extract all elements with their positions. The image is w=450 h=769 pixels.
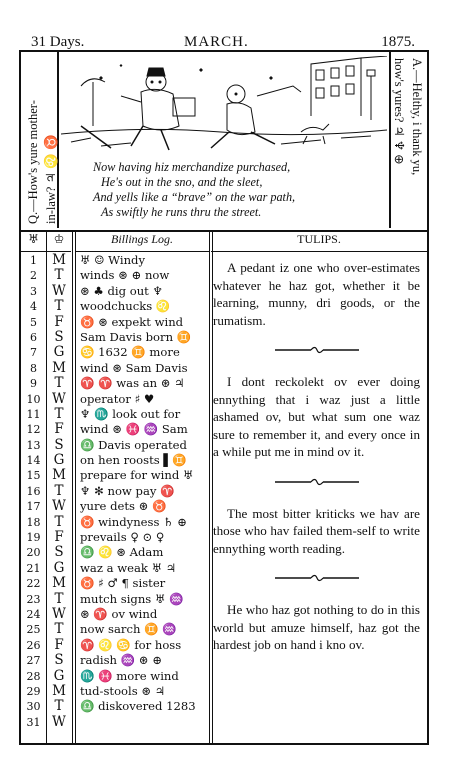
day-number: 3 (30, 284, 37, 298)
verse-line: And yells like a “brave” on the war path, (93, 190, 296, 204)
col2-head (47, 232, 71, 252)
day-number: 29 (26, 684, 41, 698)
weekday-letter: T (54, 376, 64, 392)
log-line: Sam Davis born ♊ (80, 329, 192, 344)
ornament-divider (213, 461, 420, 505)
billings-log (80, 253, 210, 715)
verse (61, 160, 387, 220)
divider (72, 232, 73, 743)
day-number: 26 (26, 638, 41, 652)
weekday-letter: T (54, 299, 64, 315)
log-line: on hen roosts ▌♊ (80, 453, 187, 468)
weekday-column (47, 253, 71, 730)
log-line: ♎ ♌ ⊛ Adam (80, 545, 164, 560)
verse-line: As swiftly he runs thru the street. (101, 205, 262, 219)
weekday-letter: W (52, 391, 66, 407)
log-line: ♆ ♏ look out for (80, 406, 181, 421)
weekday-letter: G (53, 453, 65, 469)
log-line: prevails ♀ ⊙ ♀ (80, 530, 165, 545)
log-line: ♉ ⊛ expekt wind (80, 314, 184, 329)
tulips-column (213, 253, 420, 654)
day-number: 12 (26, 423, 41, 437)
answer-line-2: how's yures? ♃ ♆ ⊕ (392, 58, 406, 165)
weekday-letter: T (54, 268, 64, 284)
weekday-letter: W (52, 283, 66, 299)
tulip-paragraph: He who haz got nothing to do in this world but amuze himself, haz got the hardest job on hand i kno ov. (213, 602, 420, 652)
log-line: ♏ ♓ more wind (80, 668, 179, 683)
ornament-divider (213, 329, 420, 373)
tulip-paragraph: I dont reckolekt ov ever doing ennything that i waz just a little ashamed ov, but what sum one waz sure to remember it, and every once in a while put me in mind ov it. (213, 374, 420, 459)
day-number: 20 (26, 546, 41, 560)
weekday-letter: F (54, 637, 64, 653)
log-line: ♎ Davis operated (80, 437, 187, 452)
day-number-column (21, 253, 46, 730)
year: 1875. (381, 34, 415, 50)
weekday-letter: S (54, 437, 64, 453)
day-number: 9 (30, 377, 37, 391)
weekday-letter: T (54, 406, 64, 422)
day-number: 11 (26, 407, 41, 421)
answer-sidebar (389, 52, 427, 228)
log-line: radish ♒ ⊛ ⊕ (80, 653, 162, 668)
day-number: 23 (26, 592, 41, 606)
question-line-2: in-law? ♃ ♌ ♉ (44, 134, 58, 224)
weekday-letter: W (52, 499, 66, 515)
log-line: ♎ diskovered 1283 (80, 699, 196, 714)
day-number: 2 (30, 269, 37, 283)
day-number: 18 (26, 515, 41, 529)
day-number: 27 (26, 654, 41, 668)
weekday-letter: G (53, 345, 65, 361)
day-number: 28 (26, 669, 41, 683)
month-title: MARCH. (184, 34, 249, 50)
day-number: 24 (26, 607, 41, 621)
question-sidebar (21, 52, 59, 228)
day-number: 22 (26, 577, 41, 591)
weekday-letter: M (52, 360, 66, 376)
log-line: yure dets ⊛ ♉ (80, 499, 167, 514)
tulips-head (211, 232, 427, 252)
log-line: winds ⊛ ⊕ now (80, 268, 170, 283)
answer-line-1: A.—Helthy, i thank yu, (410, 58, 424, 176)
day-number: 25 (26, 623, 41, 637)
log-line: ♋ 1632 ♊ more (80, 345, 180, 360)
day-number: 17 (26, 500, 41, 514)
log-line: mutch signs ♅ ♒ (80, 591, 184, 606)
weekday-letter: T (54, 591, 64, 607)
crown-icon: ♔ (53, 232, 65, 246)
log-line: wind ⊛ Sam Davis (80, 360, 188, 375)
weekday-letter: S (54, 329, 64, 345)
day-number: 15 (26, 469, 41, 483)
tulips-title: TULIPS. (297, 232, 341, 246)
col1-head (21, 232, 46, 252)
day-number: 8 (30, 361, 37, 375)
question-line-1: Q.—How's yure mother- (26, 100, 40, 224)
log-line: prepare for wind ♅ (80, 468, 194, 483)
day-number: 31 (26, 715, 41, 729)
weekday-letter: F (54, 422, 64, 438)
day-number: 1 (30, 254, 37, 267)
tulip-paragraph: A pedant iz one who over-estimates whatever he haz got, whether it be learning, munny, dri goods, or the rumatism. (213, 260, 420, 328)
weekday-letter: S (54, 545, 64, 561)
log-line: waz a weak ♅ ♃ (80, 560, 177, 575)
weekday-letter: T (54, 514, 64, 530)
street-illustration (61, 56, 387, 156)
weekday-letter: W (52, 714, 66, 730)
day-number: 10 (26, 392, 41, 406)
log-line: ♈ ♈ was an ⊛ ♃ (80, 376, 185, 391)
ornament-divider (213, 557, 420, 601)
weekday-letter: G (53, 668, 65, 684)
planet-icon: ♅ (28, 232, 39, 246)
day-number: 14 (26, 454, 41, 468)
verse-line: Now having hiz merchandize purchased, (93, 160, 291, 174)
weekday-letter: F (54, 530, 64, 546)
day-number: 5 (30, 315, 37, 329)
log-line: ⊛ ♣ dig out ♆ (80, 283, 163, 298)
day-number: 30 (26, 700, 41, 714)
tulip-paragraph: The most bitter kriticks we hav are those who hav failed them-self to write ennything worth reading. (213, 505, 420, 556)
weekday-letter: S (54, 653, 64, 669)
log-line: woodchucks ♌ (80, 299, 171, 314)
log-line: ♆ ✻ now pay ♈ (80, 483, 175, 498)
day-number: 6 (30, 330, 37, 344)
log-line: now sarch ♊ ♒ (80, 622, 177, 637)
weekday-letter: T (54, 483, 64, 499)
day-number: 4 (30, 300, 37, 314)
log-line: operator ♯ ♥ (80, 391, 155, 406)
log-line: ♈ ♌ ♋ for hoss (80, 637, 182, 652)
weekday-letter: M (52, 576, 66, 592)
weekday-letter: M (52, 253, 66, 268)
illustration-band (21, 52, 427, 232)
weekday-letter: T (54, 622, 64, 638)
weekday-letter: W (52, 606, 66, 622)
day-number: 21 (26, 561, 41, 575)
log-line: ♅ ☺ Windy (80, 253, 146, 267)
weekday-letter: G (53, 560, 65, 576)
verse-line: He's out in the sno, and the sleet, (101, 175, 263, 189)
log-line: tud-stools ⊛ ♃ (80, 683, 166, 698)
log-line: wind ⊛ ♓ ♒ Sam (80, 422, 188, 437)
log-title: Billings Log. (110, 232, 173, 246)
day-number: 19 (26, 531, 41, 545)
days-count: 31 Days. (31, 34, 85, 50)
log-line: ♉ windyness ♄ ⊕ (80, 514, 187, 529)
log-head (75, 232, 209, 252)
log-line: ⊛ ♈ ov wind (80, 606, 158, 621)
day-number: 16 (26, 484, 41, 498)
weekday-letter: M (52, 468, 66, 484)
weekday-letter: F (54, 314, 64, 330)
weekday-letter: T (54, 699, 64, 715)
day-number: 13 (26, 438, 41, 452)
day-number: 7 (30, 346, 37, 360)
weekday-letter: M (52, 683, 66, 699)
divider (75, 232, 76, 743)
log-line: ♉ ♯ ♂ ¶ sister (80, 576, 166, 591)
